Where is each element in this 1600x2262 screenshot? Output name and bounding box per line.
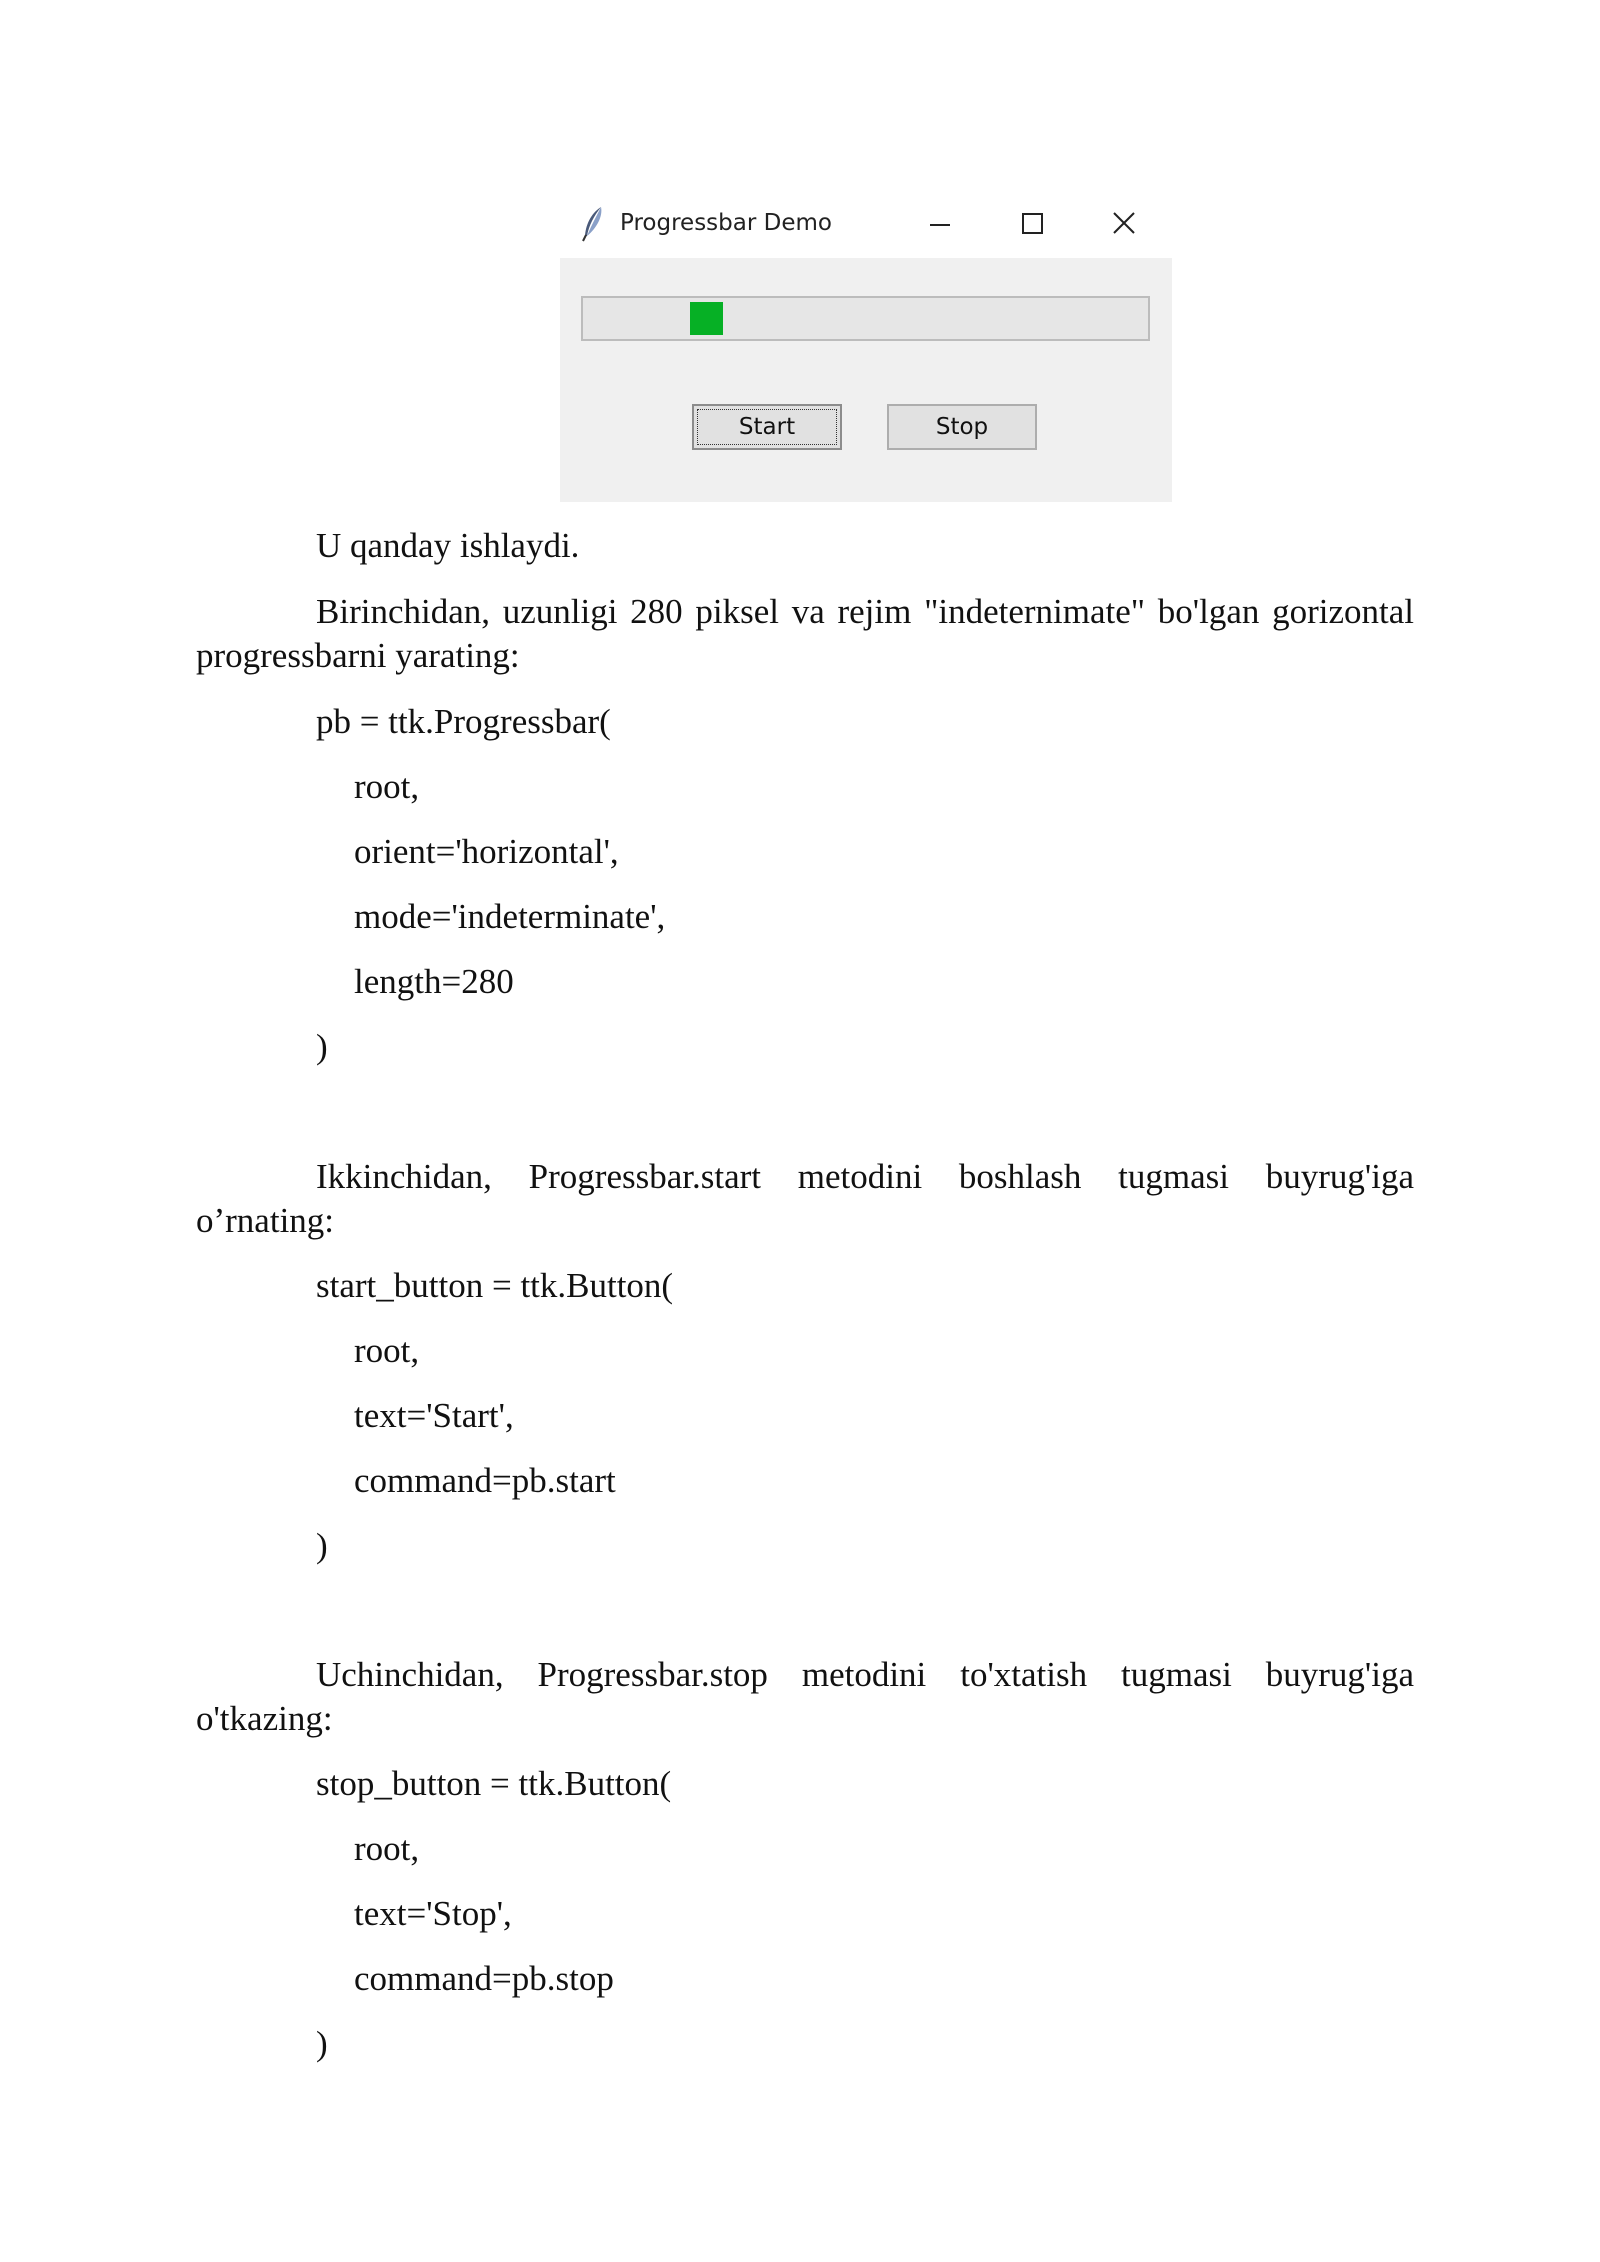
stop-button[interactable] xyxy=(887,404,1037,450)
section-heading: U qanday ishlaydi. xyxy=(316,526,580,565)
code-line: root, xyxy=(354,1829,420,1868)
tk-feather-icon xyxy=(580,206,606,242)
code-line: start_button = ttk.Button( xyxy=(316,1266,674,1305)
progressbar-demo-window xyxy=(560,188,1172,502)
code-line: orient='horizontal', xyxy=(354,832,619,871)
code-line: text='Start', xyxy=(354,1396,514,1435)
minimize-icon[interactable] xyxy=(918,202,962,246)
code-line: root, xyxy=(354,1331,420,1370)
code-line: stop_button = ttk.Button( xyxy=(316,1764,672,1803)
code-line: text='Stop', xyxy=(354,1894,512,1933)
code-line: command=pb.stop xyxy=(354,1959,614,1998)
code-line: command=pb.start xyxy=(354,1461,616,1500)
window-titlebar xyxy=(560,188,1172,258)
paragraph-third-step: Uchinchidan, Progressbar.stop metodini to'xtatish tugmasi buyrug'iga o'tkazing: xyxy=(196,1655,1414,1738)
code-line: length=280 xyxy=(354,962,514,1001)
code-line: root, xyxy=(354,767,420,806)
maximize-icon[interactable] xyxy=(1010,202,1054,246)
code-line: ) xyxy=(316,1526,328,1565)
stop-button-label: Stop xyxy=(935,414,989,440)
indeterminate-progressbar xyxy=(581,296,1150,341)
close-icon[interactable] xyxy=(1102,202,1146,246)
start-button[interactable] xyxy=(692,404,842,450)
code-line: mode='indeterminate', xyxy=(354,897,666,936)
start-button-label: Start xyxy=(738,414,796,440)
paragraph-first-step: Birinchidan, uzunligi 280 piksel va rejim "indeternimate" bo'lgan gorizontal progressbarni yarating: xyxy=(196,592,1414,675)
code-line: pb = ttk.Progressbar( xyxy=(316,702,611,741)
code-line: ) xyxy=(316,1027,328,1066)
code-line: ) xyxy=(316,2024,328,2063)
window-title: Progressbar Demo xyxy=(620,210,832,236)
paragraph-second-step: Ikkinchidan, Progressbar.start metodini boshlash tugmasi buyrug'iga o’rnating: xyxy=(196,1157,1414,1240)
progressbar-chunk xyxy=(690,302,723,335)
